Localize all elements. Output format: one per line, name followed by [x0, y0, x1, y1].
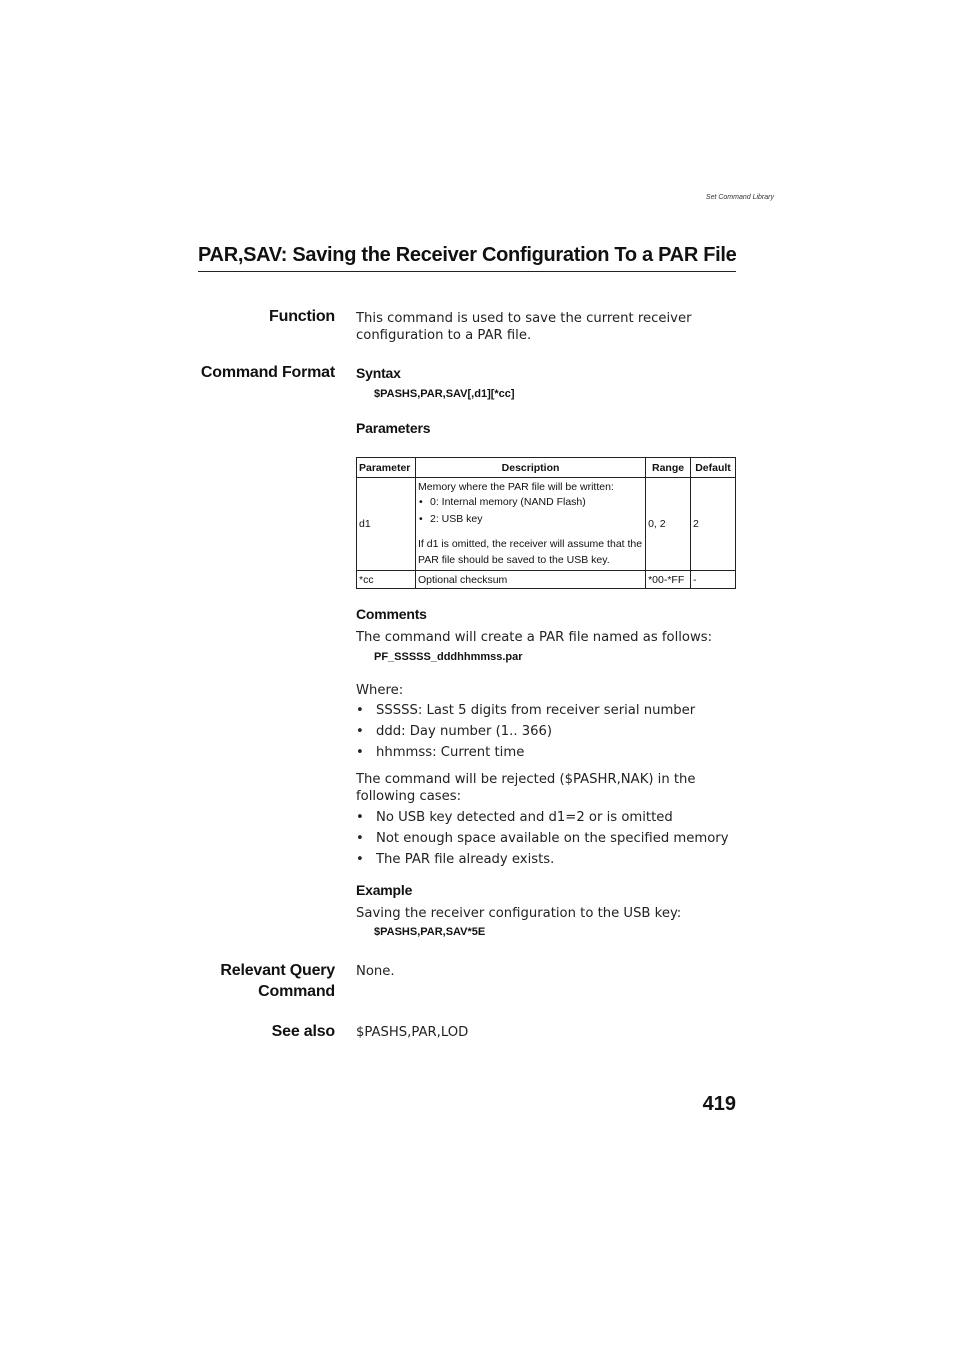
function-label: Function: [269, 308, 335, 325]
example-code: $PASHS,PAR,SAV*5E: [374, 926, 486, 938]
list-item: • hhmmss: Current time: [356, 742, 736, 763]
list-item: • The PAR file already exists.: [356, 849, 736, 870]
parameters-heading: Parameters: [356, 420, 431, 436]
example-text: Saving the receiver configuration to the USB key:: [356, 906, 682, 921]
function-text: This command is used to save the current receiver configuration to a PAR file.: [356, 311, 692, 343]
header-default: Default: [691, 458, 736, 478]
cell-parameter: d1: [357, 478, 416, 571]
cell-range: *00-*FF: [646, 571, 691, 589]
page-title: PAR,SAV: Saving the Receiver Configuration To a PAR File: [198, 244, 737, 266]
running-header: Set Command Library: [705, 194, 774, 201]
title-rule: [198, 271, 736, 272]
reject-text: The command will be rejected ($PASHR,NAK) in the following cases:: [356, 772, 696, 804]
desc-bullet: • 0: Internal memory (NAND Flash): [418, 495, 643, 509]
cell-default: 2: [691, 478, 736, 571]
see-also-label: See also: [271, 1023, 335, 1040]
table-header-row: [357, 458, 736, 478]
desc-bullet: • 2: USB key: [418, 512, 643, 526]
cell-description: Optional checksum: [415, 571, 645, 589]
list-item: • ddd: Day number (1.. 366): [356, 721, 736, 742]
list-item: • No USB key detected and d1=2 or is omitted: [356, 807, 736, 828]
comments-intro: The command will create a PAR file named as follows:: [356, 630, 713, 645]
table-row: [357, 478, 736, 571]
example-heading: Example: [356, 882, 413, 898]
page-number: 419: [702, 1093, 736, 1115]
comments-code: PF_SSSSS_dddhhmmss.par: [374, 651, 523, 663]
syntax-heading: Syntax: [356, 365, 401, 381]
parameters-table: [356, 457, 736, 589]
relevant-query-text: None.: [356, 964, 395, 979]
header-parameter: Parameter: [357, 458, 416, 478]
where-label: Where:: [356, 683, 404, 698]
command-format-label: Command Format: [200, 364, 335, 381]
see-also-text: $PASHS,PAR,LOD: [356, 1025, 469, 1040]
list-item: • Not enough space available on the specified memory: [356, 828, 736, 849]
desc-intro: Memory where the PAR file will be written:: [417, 481, 614, 493]
cell-parameter: *cc: [357, 571, 416, 589]
comments-heading: Comments: [356, 606, 427, 622]
cell-range: 0, 2: [646, 478, 691, 571]
cell-description: [415, 478, 645, 571]
relevant-query-label-line1: Relevant Query: [220, 962, 335, 979]
header-range: Range: [646, 458, 691, 478]
reject-list: [356, 807, 736, 870]
desc-note: If d1 is omitted, the receiver will assume that the PAR file should be saved to the USB key.: [417, 538, 643, 566]
cell-default: -: [691, 571, 736, 589]
syntax-code: $PASHS,PAR,SAV[,d1][*cc]: [374, 388, 515, 400]
list-item: • SSSSS: Last 5 digits from receiver serial number: [356, 700, 736, 721]
relevant-query-label-line2: Command: [258, 983, 335, 1000]
relevant-query-label: [220, 960, 335, 1002]
table-row: [357, 571, 736, 589]
where-list: [356, 700, 736, 763]
header-description: Description: [415, 458, 645, 478]
